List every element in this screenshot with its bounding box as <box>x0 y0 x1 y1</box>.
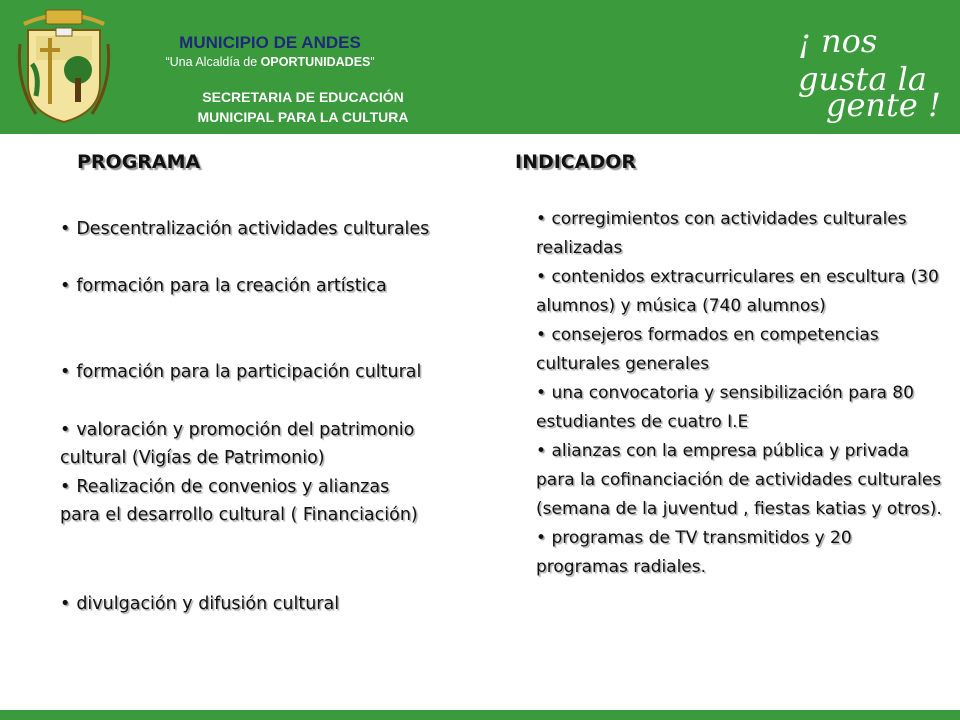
bullet-glyph: • <box>60 594 71 614</box>
subtitle-quote-close: ” <box>370 55 375 69</box>
indicador-text: corregimientos con actividades culturales realizadas <box>536 209 907 258</box>
indicador-text: alianzas con la empresa pública y privada para la cofinanciación de actividades culturales (semana de la juventud , fiestas katias y otros). <box>536 441 942 519</box>
programa-text: para el desarrollo cultural ( Financiación) <box>60 505 418 525</box>
bullet-glyph: • <box>536 267 547 287</box>
subtitle-plain: Una Alcaldía de <box>169 55 261 69</box>
indicador-text: una convocatoria y sensibilización para 80 estudiantes de cuatro I.E <box>536 383 914 432</box>
header-banner <box>0 0 960 134</box>
bullet-glyph: • <box>536 325 547 345</box>
slogan-line-2: gente ! <box>826 86 941 124</box>
indicador-text: programas de TV transmitidos y 20 programas radiales. <box>536 528 852 577</box>
secretaria-line-1: SECRETARIA DE EDUCACIÓN <box>202 89 404 105</box>
bullet-glyph: • <box>60 362 71 382</box>
programa-item <box>60 358 421 386</box>
programa-text: Descentralización actividades culturales <box>76 219 430 239</box>
slogan-line-1: ¡ nos gusta la <box>798 22 927 98</box>
programa-item <box>60 473 418 529</box>
bullet-glyph: • <box>536 383 547 403</box>
indicador-list <box>536 205 946 582</box>
programa-text: formación para la participación cultural <box>76 362 422 382</box>
secretaria-line-2: MUNICIPAL PARA LA CULTURA <box>197 109 409 125</box>
programa-text: Realización de convenios y alianzas <box>76 477 390 497</box>
bullet-glyph: • <box>60 420 71 440</box>
programa-item <box>60 416 414 472</box>
subtitle-quote-open: “ <box>165 55 170 69</box>
indicador-heading: INDICADOR <box>515 151 637 173</box>
indicador-item <box>536 263 946 321</box>
programa-item <box>60 590 339 618</box>
indicador-item <box>536 437 946 524</box>
programa-item <box>60 215 429 243</box>
indicador-item <box>536 524 946 582</box>
programa-item <box>60 272 387 300</box>
secretaria-title <box>148 87 458 127</box>
bullet-glyph: • <box>536 441 547 461</box>
bullet-glyph: • <box>536 209 547 229</box>
programa-text: formación para la creación artística <box>76 276 387 296</box>
programa-text: valoración y promoción del patrimonio <box>76 420 415 440</box>
indicador-text: contenidos extracurriculares en escultura (30 alumnos) y música (740 alumnos) <box>536 267 939 316</box>
programa-text: cultural (Vigías de Patrimonio) <box>60 448 325 468</box>
indicador-item <box>536 379 946 437</box>
indicador-item <box>536 321 946 379</box>
programa-heading: PROGRAMA <box>77 151 201 173</box>
bullet-glyph: • <box>536 528 547 548</box>
programa-text: divulgación y difusión cultural <box>76 594 340 614</box>
indicador-item <box>536 205 946 263</box>
indicador-text: consejeros formados en competencias culturales generales <box>536 325 879 374</box>
bullet-glyph: • <box>60 276 71 296</box>
municipality-title: MUNICIPIO DE ANDES <box>179 33 361 52</box>
municipality-subtitle <box>0 55 540 69</box>
footer-bar <box>0 710 960 720</box>
bullet-glyph: • <box>60 219 71 239</box>
subtitle-bold: OPORTUNIDADES <box>260 55 371 69</box>
bullet-glyph: • <box>60 477 71 497</box>
